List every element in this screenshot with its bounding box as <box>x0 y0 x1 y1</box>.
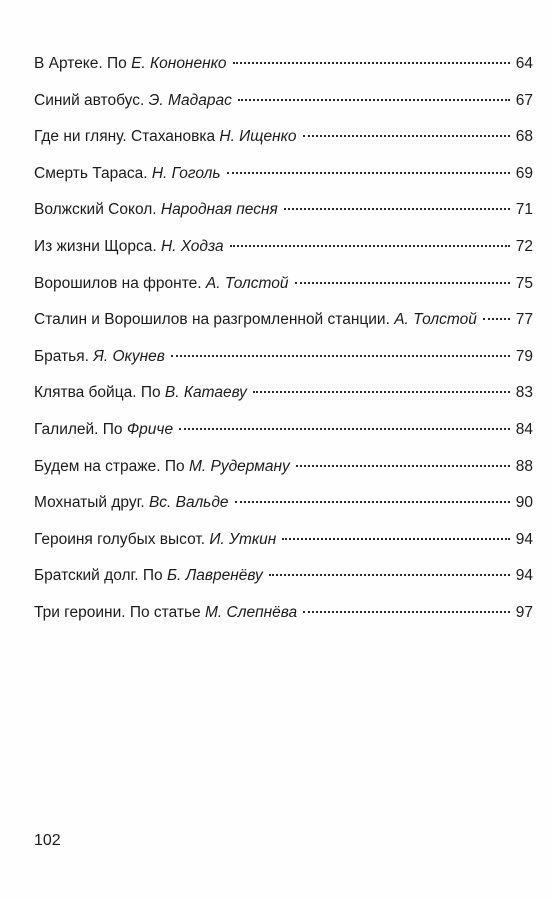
toc-entry-title: Будем на страже. По М. Рудерману <box>34 457 290 475</box>
toc-entry-page: 75 <box>515 274 533 292</box>
toc-entry <box>34 530 533 567</box>
toc-entry <box>34 603 533 640</box>
dot-leader <box>238 99 510 101</box>
dot-leader <box>233 62 510 64</box>
dot-leader <box>282 538 509 540</box>
toc-entry-page: 90 <box>515 494 533 512</box>
dot-leader <box>171 355 510 357</box>
toc-entry-title: Синий автобус. Э. Мадарас <box>34 91 232 109</box>
dot-leader <box>235 501 510 503</box>
toc-entry-author: И. Уткин <box>209 530 277 548</box>
toc-entry-author: Э. Мадарас <box>148 91 232 109</box>
dot-leader <box>269 574 510 576</box>
toc-entry-page: 94 <box>515 567 533 585</box>
dot-leader <box>303 135 510 137</box>
toc-entry <box>34 164 533 201</box>
toc-entry <box>34 237 533 274</box>
toc-entry-page: 88 <box>515 457 533 475</box>
toc-entry-author: М. Рудерману <box>188 457 290 475</box>
toc-entry-page: 79 <box>515 347 533 365</box>
toc-entry-title: Героиня голубых высот. И. Уткин <box>34 530 277 548</box>
dot-leader <box>227 172 510 174</box>
toc-entry-author: Народная песня <box>160 201 278 219</box>
toc-entry-title: Волжский Сокол. Народная песня <box>34 201 278 219</box>
toc-entry-page: 83 <box>515 384 533 402</box>
toc-entry-author: Н. Ходза <box>160 237 224 255</box>
toc-entry-author: М. Слепнёва <box>204 603 298 621</box>
dot-leader <box>295 282 510 284</box>
toc-entry <box>34 310 533 347</box>
table-of-contents <box>34 54 533 640</box>
toc-entry <box>34 566 533 603</box>
toc-entry <box>34 493 533 530</box>
page-number: 102 <box>34 832 61 849</box>
toc-entry-title: В Артеке. По Е. Кононенко <box>34 55 227 72</box>
toc-entry-author: Вс. Вальде <box>148 494 229 512</box>
dot-leader <box>296 465 510 467</box>
toc-entry-page: 68 <box>515 128 533 146</box>
toc-entry <box>34 383 533 420</box>
toc-entry-author: Я. Окунев <box>93 347 165 365</box>
toc-entry-title: Три героини. По статье М. Слепнёва <box>34 603 298 621</box>
dot-leader <box>179 428 510 430</box>
toc-entry-title: Сталин и Ворошилов на разгромленной станции. А. Толстой <box>34 311 477 329</box>
toc-entry-author: А. Толстой <box>205 274 289 292</box>
toc-entry-author: Фриче <box>126 420 174 438</box>
toc-entry <box>34 200 533 237</box>
toc-entry-title: Из жизни Щорса. Н. Ходза <box>34 237 224 255</box>
toc-entry-page: 72 <box>515 237 533 255</box>
toc-entry-title: Смерть Тараса. Н. Гоголь <box>34 164 221 182</box>
toc-entry-author: Б. Лавренёву <box>166 567 263 585</box>
toc-entry-title: Братский долг. По Б. Лавренёву <box>34 567 263 585</box>
dot-leader <box>284 208 510 210</box>
dot-leader <box>483 318 510 320</box>
toc-entry-author: В. Катаеву <box>164 384 247 402</box>
toc-entry-page: 77 <box>515 311 533 329</box>
toc-entry <box>34 420 533 457</box>
toc-entry <box>34 274 533 311</box>
toc-entry-author: А. Толстой <box>394 311 477 329</box>
dot-leader <box>230 245 510 247</box>
toc-entry-page: 97 <box>515 603 533 621</box>
toc-entry <box>34 54 533 91</box>
toc-entry-page: 71 <box>515 201 533 219</box>
toc-entry-title: Ворошилов на фронте. А. Толстой <box>34 274 289 292</box>
toc-entry-author: Н. Гоголь <box>151 164 221 182</box>
toc-entry-title: Клятва бойца. По В. Катаеву <box>34 384 247 402</box>
toc-entry <box>34 91 533 128</box>
toc-entry-page: 94 <box>515 530 533 548</box>
toc-entry-page: 67 <box>515 91 533 109</box>
toc-entry-page: 69 <box>515 164 533 182</box>
toc-entry-title: Где ни гляну. Стахановка Н. Ищенко <box>34 128 297 146</box>
toc-entry-title: Братья. Я. Окунев <box>34 347 165 365</box>
toc-entry-page: 64 <box>515 55 533 72</box>
dot-leader <box>253 391 510 393</box>
dot-leader <box>303 611 510 613</box>
toc-entry-page: 84 <box>515 420 533 438</box>
toc-entry-author: Е. Кононенко <box>131 55 227 72</box>
toc-entry <box>34 127 533 164</box>
toc-entry-title: Мохнатый друг. Вс. Вальде <box>34 494 229 512</box>
toc-entry-author: Н. Ищенко <box>219 128 297 146</box>
toc-entry <box>34 457 533 494</box>
toc-entry-title: Галилей. По Фриче <box>34 420 174 438</box>
toc-entry <box>34 347 533 384</box>
